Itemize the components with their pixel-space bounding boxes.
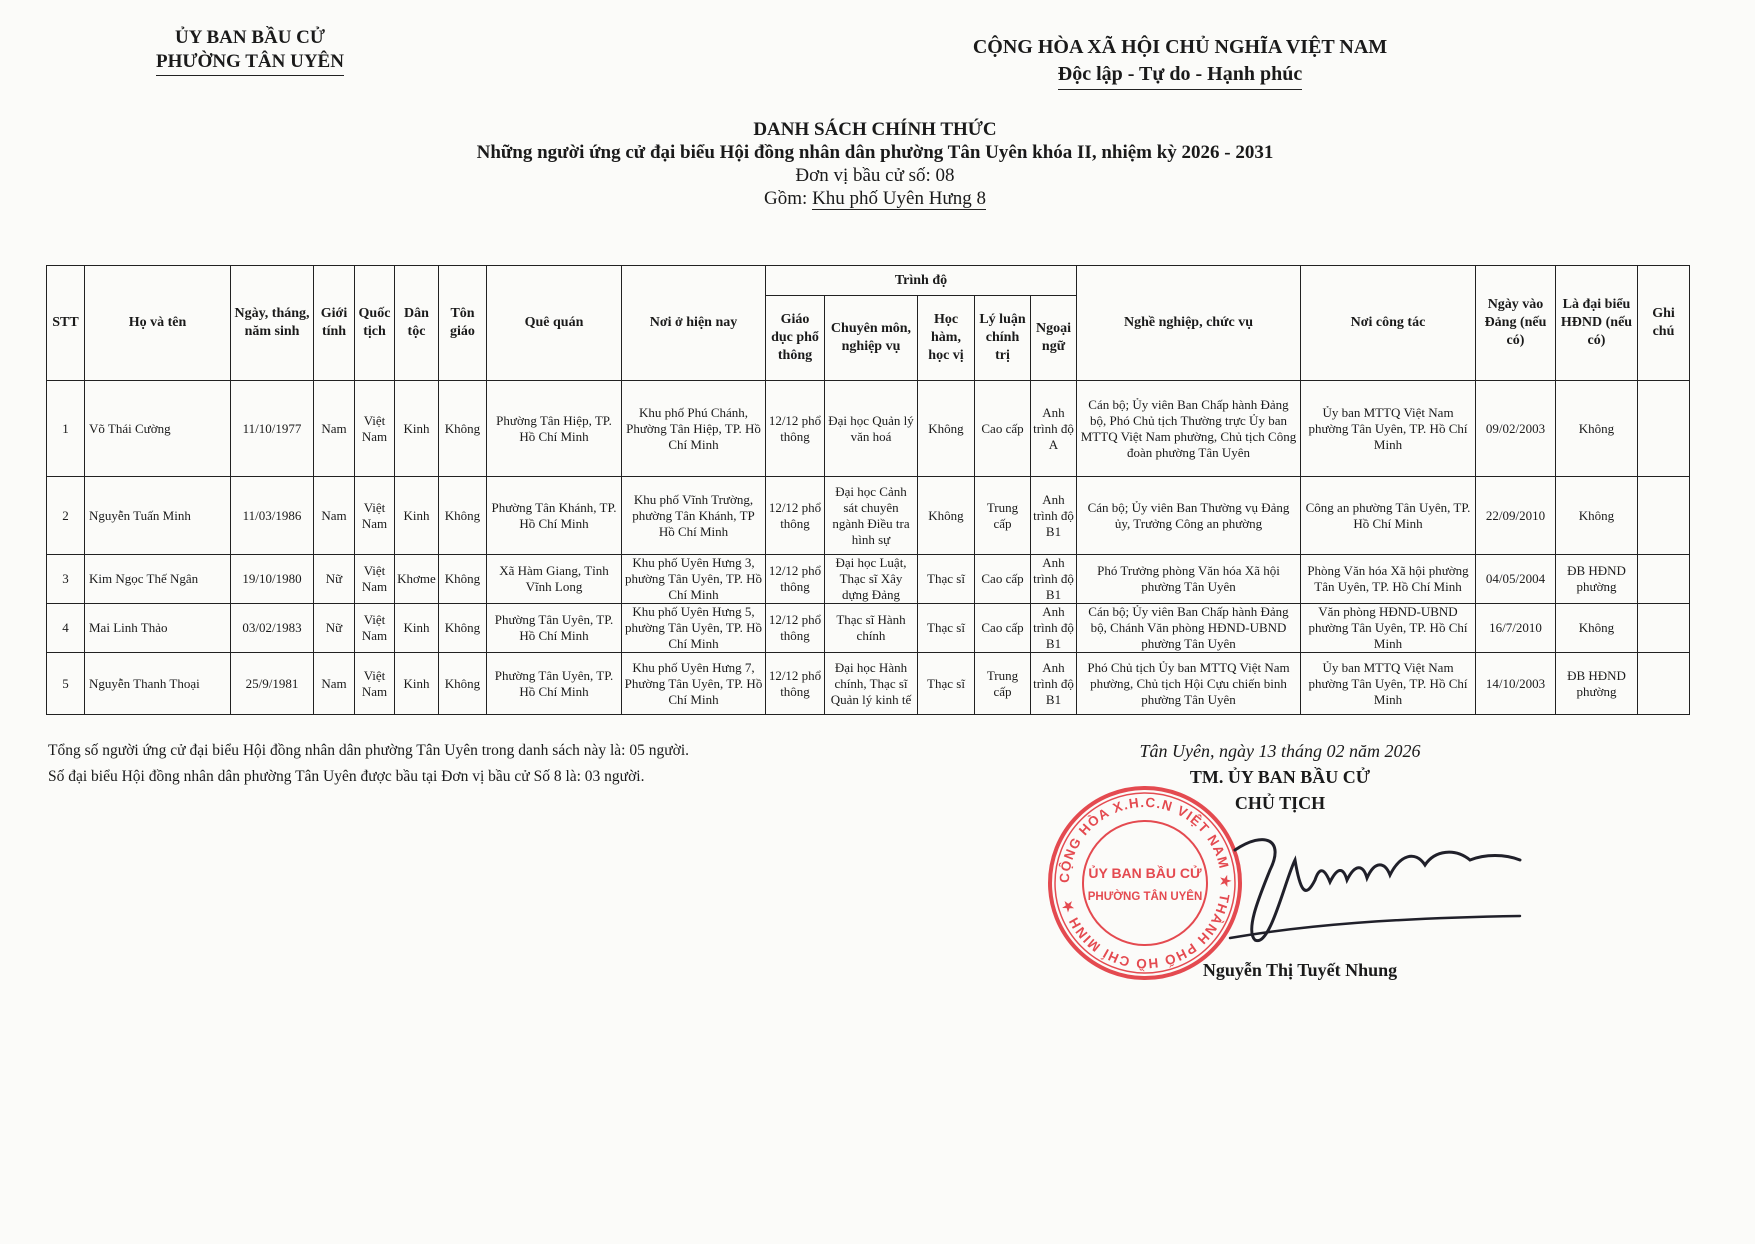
stamp-outer-text: CỘNG HÒA X.H.C.N VIỆT NAM ★ THÀNH PHỐ HỒ CHÍ MINH ★ (1056, 794, 1234, 972)
cell-edu-general: 12/12 phổ thông (766, 477, 825, 555)
cell-stt: 4 (47, 604, 85, 653)
header-residence: Nơi ở hiện nay (622, 266, 766, 381)
handwritten-signature (1225, 820, 1525, 950)
cell-note (1638, 477, 1690, 555)
cell-is-delegate: Không (1556, 381, 1638, 477)
cell-is-delegate: ĐB HĐND phường (1556, 653, 1638, 715)
header-edu-specialty: Chuyên môn, nghiệp vụ (825, 296, 918, 381)
cell-edu-degree: Không (918, 381, 975, 477)
scope-value: Khu phố Uyên Hưng 8 (812, 188, 986, 209)
cell-occupation: Phó Chủ tịch Ủy ban MTTQ Việt Nam phường, Chủ tịch Hội Cựu chiến binh phường Tân Uyên (1077, 653, 1301, 715)
cell-edu-politics: Cao cấp (975, 555, 1031, 604)
document-title (300, 118, 1450, 210)
cell-dob: 11/10/1977 (231, 381, 314, 477)
cell-note (1638, 555, 1690, 604)
header-edu-language: Ngoại ngữ (1031, 296, 1077, 381)
title-subtitle: Những người ứng cử đại biểu Hội đồng nhân dân phường Tân Uyên khóa II, nhiệm kỳ 2026 - 2031 (476, 142, 1274, 163)
cell-gender: Nữ (314, 604, 355, 653)
signer-position: CHỦ TỊCH (1234, 793, 1326, 813)
cell-edu-language: Anh trình độ B1 (1031, 653, 1077, 715)
cell-religion: Không (439, 555, 487, 604)
cell-occupation: Cán bộ; Ủy viên Ban Chấp hành Đảng bộ, Chánh Văn phòng HĐND-UBND phường Tân Uyên (1077, 604, 1301, 653)
signer-name: Nguyễn Thị Tuyết Nhung (1202, 960, 1398, 980)
cell-gender: Nam (314, 653, 355, 715)
cell-edu-specialty: Đại học Cảnh sát chuyên ngành Điều tra hình sự (825, 477, 918, 555)
table-row (47, 653, 1690, 715)
authority-line-2: PHƯỜNG TÂN UYÊN (156, 50, 344, 76)
cell-edu-politics: Cao cấp (975, 381, 1031, 477)
stamp-inner-line-2: PHƯỜNG TÂN UYÊN (1087, 891, 1203, 903)
cell-ethnicity: Kinh (395, 653, 439, 715)
header-education: Trình độ (766, 266, 1077, 296)
cell-nationality: Việt Nam (355, 477, 395, 555)
cell-edu-specialty: Đại học Quản lý văn hoá (825, 381, 918, 477)
cell-edu-politics: Trung cấp (975, 653, 1031, 715)
cell-hometown: Phường Tân Hiệp, TP. Hồ Chí Minh (487, 381, 622, 477)
header-workplace: Nơi công tác (1301, 266, 1476, 381)
cell-occupation: Cán bộ; Ủy viên Ban Thường vụ Đảng ủy, Trưởng Công an phường (1077, 477, 1301, 555)
authority-line-1: ỦY BAN BẦU CỬ (174, 27, 326, 48)
table-row (47, 555, 1690, 604)
header-gender: Giới tính (314, 266, 355, 381)
cell-stt: 1 (47, 381, 85, 477)
cell-nationality: Việt Nam (355, 555, 395, 604)
cell-residence: Khu phố Uyên Hưng 7, Phường Tân Uyên, TP. Hồ Chí Minh (622, 653, 766, 715)
table-row (47, 477, 1690, 555)
cell-name: Võ Thái Cường (85, 381, 231, 477)
header-dob: Ngày, tháng, năm sinh (231, 266, 314, 381)
summary-seats-elected: Số đại biểu Hội đồng nhân dân phường Tân Uyên được bầu tại Đơn vị bầu cử Số 8 là: 03 người. (48, 768, 645, 785)
cell-dob: 11/03/1986 (231, 477, 314, 555)
scope-label: Gồm: (764, 188, 808, 209)
cell-edu-politics: Cao cấp (975, 604, 1031, 653)
stamp-inner-line-1: ỦY BAN BẦU CỬ (1088, 865, 1202, 881)
cell-ethnicity: Kinh (395, 604, 439, 653)
header-note: Ghi chú (1638, 266, 1690, 381)
electoral-scope (300, 187, 1450, 210)
cell-edu-general: 12/12 phổ thông (766, 653, 825, 715)
cell-note (1638, 604, 1690, 653)
table-row (47, 381, 1690, 477)
cell-edu-general: 12/12 phổ thông (766, 381, 825, 477)
cell-note (1638, 381, 1690, 477)
cell-religion: Không (439, 604, 487, 653)
cell-edu-degree: Thạc sĩ (918, 604, 975, 653)
candidate-table (46, 265, 1690, 715)
title-main: DANH SÁCH CHÍNH THỨC (753, 119, 997, 140)
cell-occupation: Phó Trưởng phòng Văn hóa Xã hội phường Tân Uyên (1077, 555, 1301, 604)
cell-note (1638, 653, 1690, 715)
cell-edu-general: 12/12 phổ thông (766, 555, 825, 604)
cell-name: Nguyễn Thanh Thoại (85, 653, 231, 715)
summary-block (48, 738, 948, 790)
cell-gender: Nam (314, 381, 355, 477)
header-name: Họ và tên (85, 266, 231, 381)
cell-dob: 19/10/1980 (231, 555, 314, 604)
cell-religion: Không (439, 653, 487, 715)
header-stt: STT (47, 266, 85, 381)
cell-is-delegate: Không (1556, 477, 1638, 555)
cell-hometown: Xã Hàm Giang, Tỉnh Vĩnh Long (487, 555, 622, 604)
cell-residence: Khu phố Vĩnh Trường, phường Tân Khánh, TP Hồ Chí Minh (622, 477, 766, 555)
header-religion: Tôn giáo (439, 266, 487, 381)
header-occupation: Nghề nghiệp, chức vụ (1077, 266, 1301, 381)
header-edu-degree: Học hàm, học vị (918, 296, 975, 381)
cell-edu-specialty: Đại học Hành chính, Thạc sĩ Quản lý kinh tế (825, 653, 918, 715)
cell-ethnicity: Khơme (395, 555, 439, 604)
cell-religion: Không (439, 381, 487, 477)
header-nationality: Quốc tịch (355, 266, 395, 381)
header-hometown: Quê quán (487, 266, 622, 381)
cell-stt: 3 (47, 555, 85, 604)
cell-party-date: 16/7/2010 (1476, 604, 1556, 653)
cell-workplace: Công an phường Tân Uyên, TP. Hồ Chí Minh (1301, 477, 1476, 555)
cell-is-delegate: Không (1556, 604, 1638, 653)
cell-occupation: Cán bộ; Ủy viên Ban Chấp hành Đảng bộ, Phó Chủ tịch Thường trực Ủy ban MTTQ Việt Nam phường, Chủ tịch Công đoàn phường Tân Uyên (1077, 381, 1301, 477)
cell-is-delegate: ĐB HĐND phường (1556, 555, 1638, 604)
cell-gender: Nữ (314, 555, 355, 604)
cell-name: Mai Linh Thảo (85, 604, 231, 653)
cell-edu-degree: Thạc sĩ (918, 653, 975, 715)
header-party-date: Ngày vào Đảng (nếu có) (1476, 266, 1556, 381)
header-edu-politics: Lý luận chính trị (975, 296, 1031, 381)
cell-workplace: Văn phòng HĐND-UBND phường Tân Uyên, TP. Hồ Chí Minh (1301, 604, 1476, 653)
header-ethnicity: Dân tộc (395, 266, 439, 381)
summary-total-candidates: Tổng số người ứng cử đại biểu Hội đồng nhân dân phường Tân Uyên trong danh sách này là: 05 người. (48, 742, 689, 759)
cell-hometown: Phường Tân Uyên, TP. Hồ Chí Minh (487, 604, 622, 653)
on-behalf-label: TM. ỦY BAN BẦU CỬ (1189, 767, 1371, 787)
cell-edu-language: Anh trình độ B1 (1031, 555, 1077, 604)
cell-edu-language: Anh trình độ B1 (1031, 604, 1077, 653)
cell-residence: Khu phố Uyên Hưng 3, phường Tân Uyên, TP. Hồ Chí Minh (622, 555, 766, 604)
cell-party-date: 14/10/2003 (1476, 653, 1556, 715)
cell-nationality: Việt Nam (355, 381, 395, 477)
cell-dob: 25/9/1981 (231, 653, 314, 715)
cell-gender: Nam (314, 477, 355, 555)
cell-religion: Không (439, 477, 487, 555)
cell-hometown: Phường Tân Uyên, TP. Hồ Chí Minh (487, 653, 622, 715)
cell-residence: Khu phố Uyên Hưng 5, phường Tân Uyên, TP. Hồ Chí Minh (622, 604, 766, 653)
cell-party-date: 09/02/2003 (1476, 381, 1556, 477)
cell-party-date: 04/05/2004 (1476, 555, 1556, 604)
cell-stt: 2 (47, 477, 85, 555)
cell-edu-degree: Thạc sĩ (918, 555, 975, 604)
issuing-authority (100, 26, 400, 76)
cell-edu-specialty: Đại học Luật, Thạc sĩ Xây dựng Đảng (825, 555, 918, 604)
country-name: CỘNG HÒA XÃ HỘI CHỦ NGHĨA VIỆT NAM (972, 36, 1388, 58)
cell-stt: 5 (47, 653, 85, 715)
header-edu-general: Giáo dục phổ thông (766, 296, 825, 381)
cell-edu-degree: Không (918, 477, 975, 555)
cell-edu-specialty: Thạc sĩ Hành chính (825, 604, 918, 653)
cell-ethnicity: Kinh (395, 381, 439, 477)
cell-edu-politics: Trung cấp (975, 477, 1031, 555)
cell-name: Kim Ngọc Thế Ngân (85, 555, 231, 604)
cell-workplace: Ủy ban MTTQ Việt Nam phường Tân Uyên, TP. Hồ Chí Minh (1301, 381, 1476, 477)
cell-edu-general: 12/12 phổ thông (766, 604, 825, 653)
table-row (47, 604, 1690, 653)
cell-ethnicity: Kinh (395, 477, 439, 555)
cell-name: Nguyễn Tuấn Minh (85, 477, 231, 555)
official-stamp (1045, 783, 1245, 983)
national-header (900, 34, 1460, 90)
signing-date: Tân Uyên, ngày 13 tháng 02 năm 2026 (1139, 741, 1421, 761)
cell-nationality: Việt Nam (355, 604, 395, 653)
header-is-delegate: Là đại biểu HĐND (nếu có) (1556, 266, 1638, 381)
cell-workplace: Ủy ban MTTQ Việt Nam phường Tân Uyên, TP. Hồ Chí Minh (1301, 653, 1476, 715)
cell-workplace: Phòng Văn hóa Xã hội phường Tân Uyên, TP. Hồ Chí Minh (1301, 555, 1476, 604)
national-motto: Độc lập - Tự do - Hạnh phúc (1058, 61, 1302, 90)
cell-party-date: 22/09/2010 (1476, 477, 1556, 555)
electoral-unit: Đơn vị bầu cử số: 08 (795, 165, 955, 186)
cell-dob: 03/02/1983 (231, 604, 314, 653)
cell-residence: Khu phố Phú Chánh, Phường Tân Hiệp, TP. Hồ Chí Minh (622, 381, 766, 477)
cell-edu-language: Anh trình độ B1 (1031, 477, 1077, 555)
cell-nationality: Việt Nam (355, 653, 395, 715)
cell-edu-language: Anh trình độ A (1031, 381, 1077, 477)
cell-hometown: Phường Tân Khánh, TP. Hồ Chí Minh (487, 477, 622, 555)
